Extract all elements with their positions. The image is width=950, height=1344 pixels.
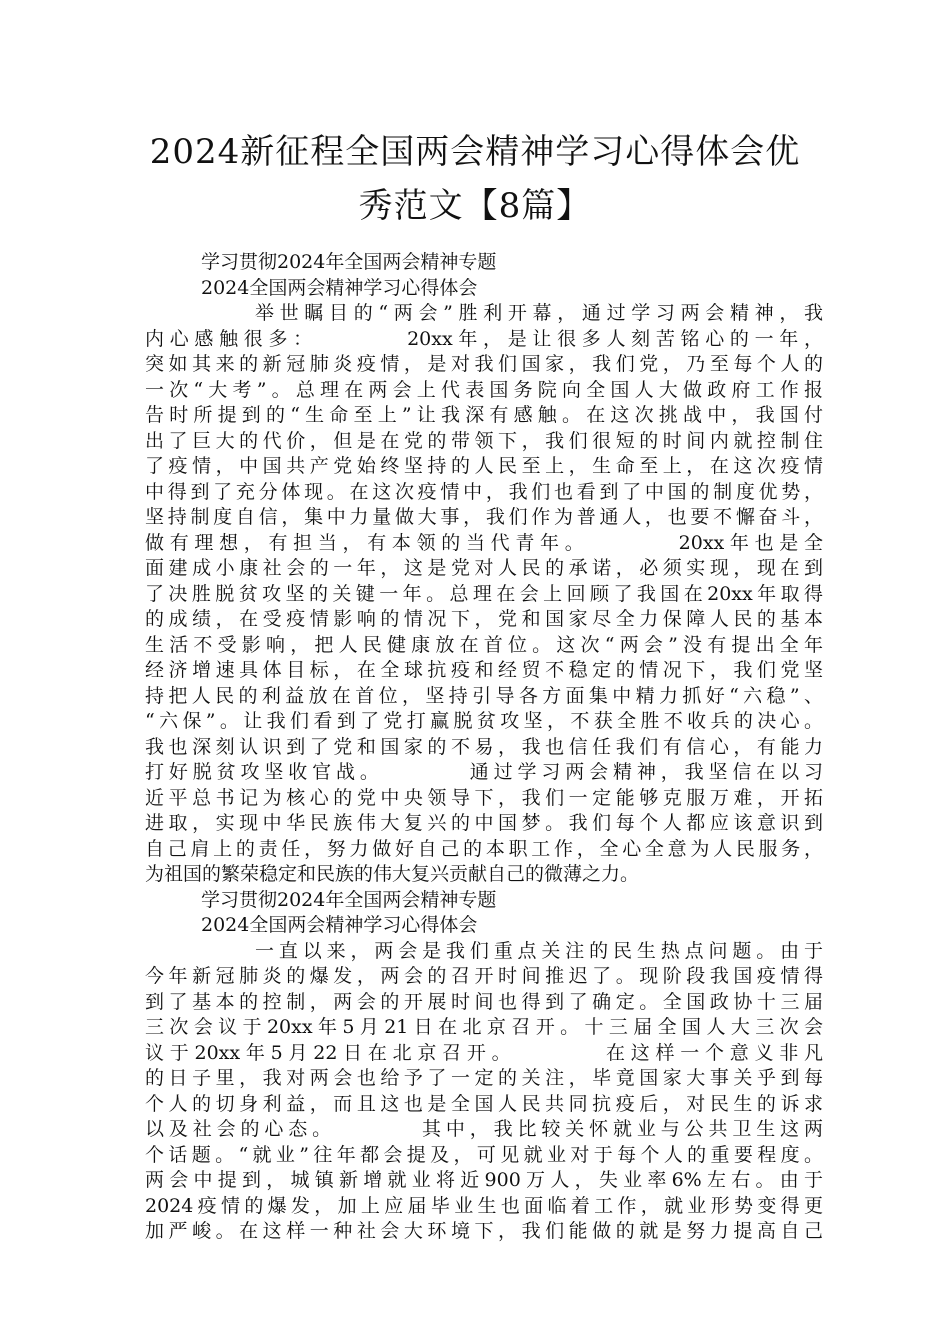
document-body [145,250,823,1245]
paragraph-line: 2024疫情的爆发，加上应届毕业生也面临着工作，就业形势变得更 [145,1194,823,1217]
title-line: 2024新征程全国两会精神学习心得体会优 [149,132,801,172]
paragraph-line: 经济增速具体目标，在全球抗疫和经贸不稳定的情况下，我们党坚 [145,659,823,681]
section-subheading: 2024全国两会精神学习心得体会 [201,276,478,299]
paragraph-line: 出了巨大的代价，但是在党的带领下，我们很短的时间内就控制住 [145,429,823,452]
paragraph-line: 面建成小康社会的一年，这是党对人民的承诺，必须实现，现在到 [145,557,823,579]
paragraph-line: 坚持制度自信，集中力量做大事，我们作为普通人，也要不懈奋斗， [145,506,823,528]
paragraph-line: 一直以来，两会是我们重点关注的民生热点问题。由于 [255,939,823,962]
paragraph-line: 内心感触很多： 20xx年，是让很多人刻苦铭心的一年， [145,327,823,350]
paragraph-line: 了疫情，中国共产党始终坚持的人民至上，生命至上，在这次疫情 [145,455,823,477]
paragraph-line: 以及社会的心态。 其中，我比较关怀就业与公共卫生这两 [145,1118,823,1140]
paragraph-line: 做有理想，有担当，有本领的当代青年。 20xx年也是全 [145,531,823,554]
paragraph-line: 近平总书记为核心的党中央领导下，我们一定能够克服万难，开拓 [145,786,823,809]
paragraph-line: 个人的切身利益，而且这也是全国人民共同抗疫后，对民生的诉求 [145,1092,823,1115]
paragraph-line: 突如其来的新冠肺炎疫情，是对我们国家，我们党，乃至每个人的 [145,353,823,375]
paragraph-line: 今年新冠肺炎的爆发，两会的召开时间推迟了。现阶段我国疫情得 [145,965,823,987]
paragraph-line: 的成绩，在受疫情影响的情况下，党和国家尽全力保障人民的基本 [145,608,823,630]
paragraph-line: 举世瞩目的“两会”胜利开幕，通过学习两会精神，我 [255,302,823,324]
title-line: 秀范文【8篇】 [358,186,592,226]
paragraph-line: 进取，实现中华民族伟大复兴的中国梦。我们每个人都应该意识到 [145,812,823,834]
paragraph-line: 的日子里，我对两会也给予了一定的关注，毕竟国家大事关乎到每 [145,1067,823,1089]
paragraph-line: 中得到了充分体现。在这次疫情中，我们也看到了中国的制度优势， [145,480,823,503]
paragraph-line: 三次会议于20xx年5月21日在北京召开。十三届全国人大三次会 [145,1016,823,1038]
section-heading: 学习贯彻2024年全国两会精神专题 [201,251,497,273]
paragraph-line: 个话题。“就业”往年都会提及，可见就业对于每个人的重要程度。 [145,1143,823,1166]
paragraph-line: “六保”。让我们看到了党打赢脱贫攻坚，不获全胜不收兵的决心。 [145,710,823,732]
paragraph-line: 打好脱贫攻坚收官战。 通过学习两会精神，我坚信在以习 [145,761,823,783]
page-title [120,125,830,233]
paragraph-line: 告时所提到的“生命至上”让我深有感触。在这次挑战中，我国付 [145,404,823,426]
paragraph-line: 了决胜脱贫攻坚的关键一年。总理在会上回顾了我国在20xx年取得 [145,582,823,605]
paragraph-line: 加严峻。在这样一种社会大环境下，我们能做的就是努力提高自己 [145,1220,823,1242]
paragraph-line: 持把人民的利益放在首位，坚持引导各方面集中精力抓好“六稳”、 [145,684,823,707]
paragraph-line: 生活不受影响，把人民健康放在首位。这次“两会”没有提出全年 [145,633,823,656]
paragraph-line: 我也深刻认识到了党和国家的不易，我也信任我们有信心，有能力 [145,735,823,758]
paragraph-line: 两会中提到，城镇新增就业将近900万人，失业率6%左右。由于 [145,1169,823,1191]
section-subheading: 2024全国两会精神学习心得体会 [201,914,478,936]
paragraph-line: 到了基本的控制，两会的开展时间也得到了确定。全国政协十三届 [145,990,823,1013]
paragraph-line: 自己肩上的责任，努力做好自己的本职工作，全心全意为人民服务， [145,837,823,860]
paragraph-line: 议于20xx年5月22日在北京召开。 在这样一个意义非凡 [145,1041,823,1064]
paragraph-line: 一次“大考”。总理在两会上代表国务院向全国人大做政府工作报 [145,378,823,401]
paragraph-line: 为祖国的繁荣稳定和民族的伟大复兴贡献自己的微薄之力。 [145,863,640,885]
section-heading: 学习贯彻2024年全国两会精神专题 [201,888,497,911]
